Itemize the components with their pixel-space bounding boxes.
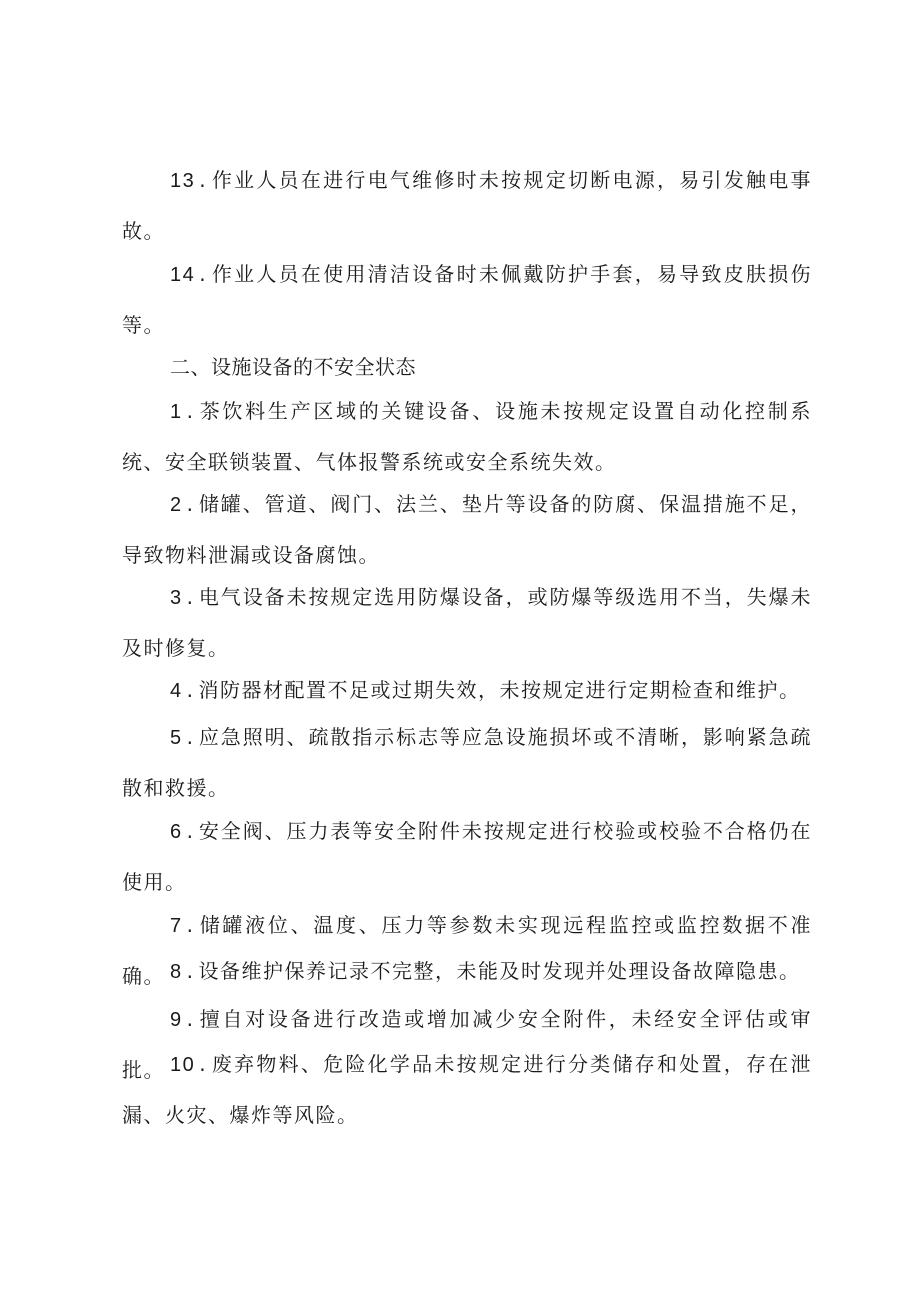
item-text: 储罐、管道、阀门、法兰、垫片等设备的防腐、保温措施不足，导致物料泄漏或设备腐蚀。 (122, 492, 812, 567)
section-item-2 (122, 479, 812, 580)
item-text: 废弃物料、危险化学品未按规定进行分类储存和处置，存在泄漏、火灾、爆炸等风险。 (122, 1052, 812, 1127)
item-number: 8 (170, 961, 183, 983)
item-text: 设备维护保养记录不完整，未能及时发现并处理设备故障隐患。 (198, 959, 801, 983)
item-separator: . (186, 725, 195, 749)
item-text: 消防器材配置不足或过期失效，未按规定进行定期检查和维护。 (198, 678, 801, 702)
item-text: 作业人员在使用清洁设备时未佩戴防护手套，易导致皮肤损伤等。 (122, 262, 812, 337)
item-number: 5 (170, 727, 183, 749)
item-number: 3 (170, 587, 183, 609)
list-item-13 (122, 155, 812, 256)
item-text: 电气设备未按规定选用防爆设备，或防爆等级选用不当，失爆未及时修复。 (122, 585, 812, 660)
item-text: 储罐液位、温度、压力等参数未实现远程监控或监控数据不准确。 (122, 913, 812, 988)
item-text: 应急照明、疏散指示标志等应急设施损坏或不清晰，影响紧急疏散和救援。 (122, 725, 812, 800)
item-number: 9 (170, 1009, 183, 1031)
item-text: 茶饮料生产区域的关键设备、设施未按规定设置自动化控制系统、安全联锁装置、气体报警系统或安全系统失效。 (122, 399, 812, 474)
item-number: 7 (170, 915, 183, 937)
item-separator: . (186, 913, 195, 937)
item-number: 1 (170, 401, 183, 423)
item-separator: . (186, 399, 195, 423)
section-item-3 (122, 572, 812, 673)
item-separator: . (186, 492, 195, 516)
item-separator: . (199, 1052, 208, 1076)
item-number: 6 (170, 821, 183, 843)
section-item-8 (122, 946, 812, 997)
item-text: 作业人员在进行电气维修时未按规定切断电源，易引发触电事故。 (122, 168, 812, 243)
item-text: 安全阀、压力表等安全附件未按规定进行校验或校验不合格仍在使用。 (122, 819, 812, 894)
section-item-6 (122, 806, 812, 907)
section-item-10 (122, 1039, 812, 1140)
item-separator: . (186, 585, 195, 609)
item-separator: . (186, 678, 195, 702)
list-item-14 (122, 249, 812, 350)
item-separator: . (199, 168, 208, 192)
item-number: 4 (170, 680, 183, 702)
section-item-5 (122, 712, 812, 813)
item-separator: . (199, 262, 208, 286)
item-number: 2 (170, 494, 183, 516)
item-separator: . (186, 1007, 195, 1031)
item-number: 13 (170, 170, 196, 192)
section-item-1 (122, 386, 812, 487)
section-heading: 二、设施设备的不安全状态 (170, 355, 416, 379)
section-item-4 (122, 665, 812, 716)
item-separator: . (186, 819, 195, 843)
item-text: 擅自对设备进行改造或增加减少安全附件，未经安全评估或审批。 (122, 1007, 812, 1082)
item-number: 10 (170, 1054, 196, 1076)
item-number: 14 (170, 264, 196, 286)
item-separator: . (186, 959, 195, 983)
